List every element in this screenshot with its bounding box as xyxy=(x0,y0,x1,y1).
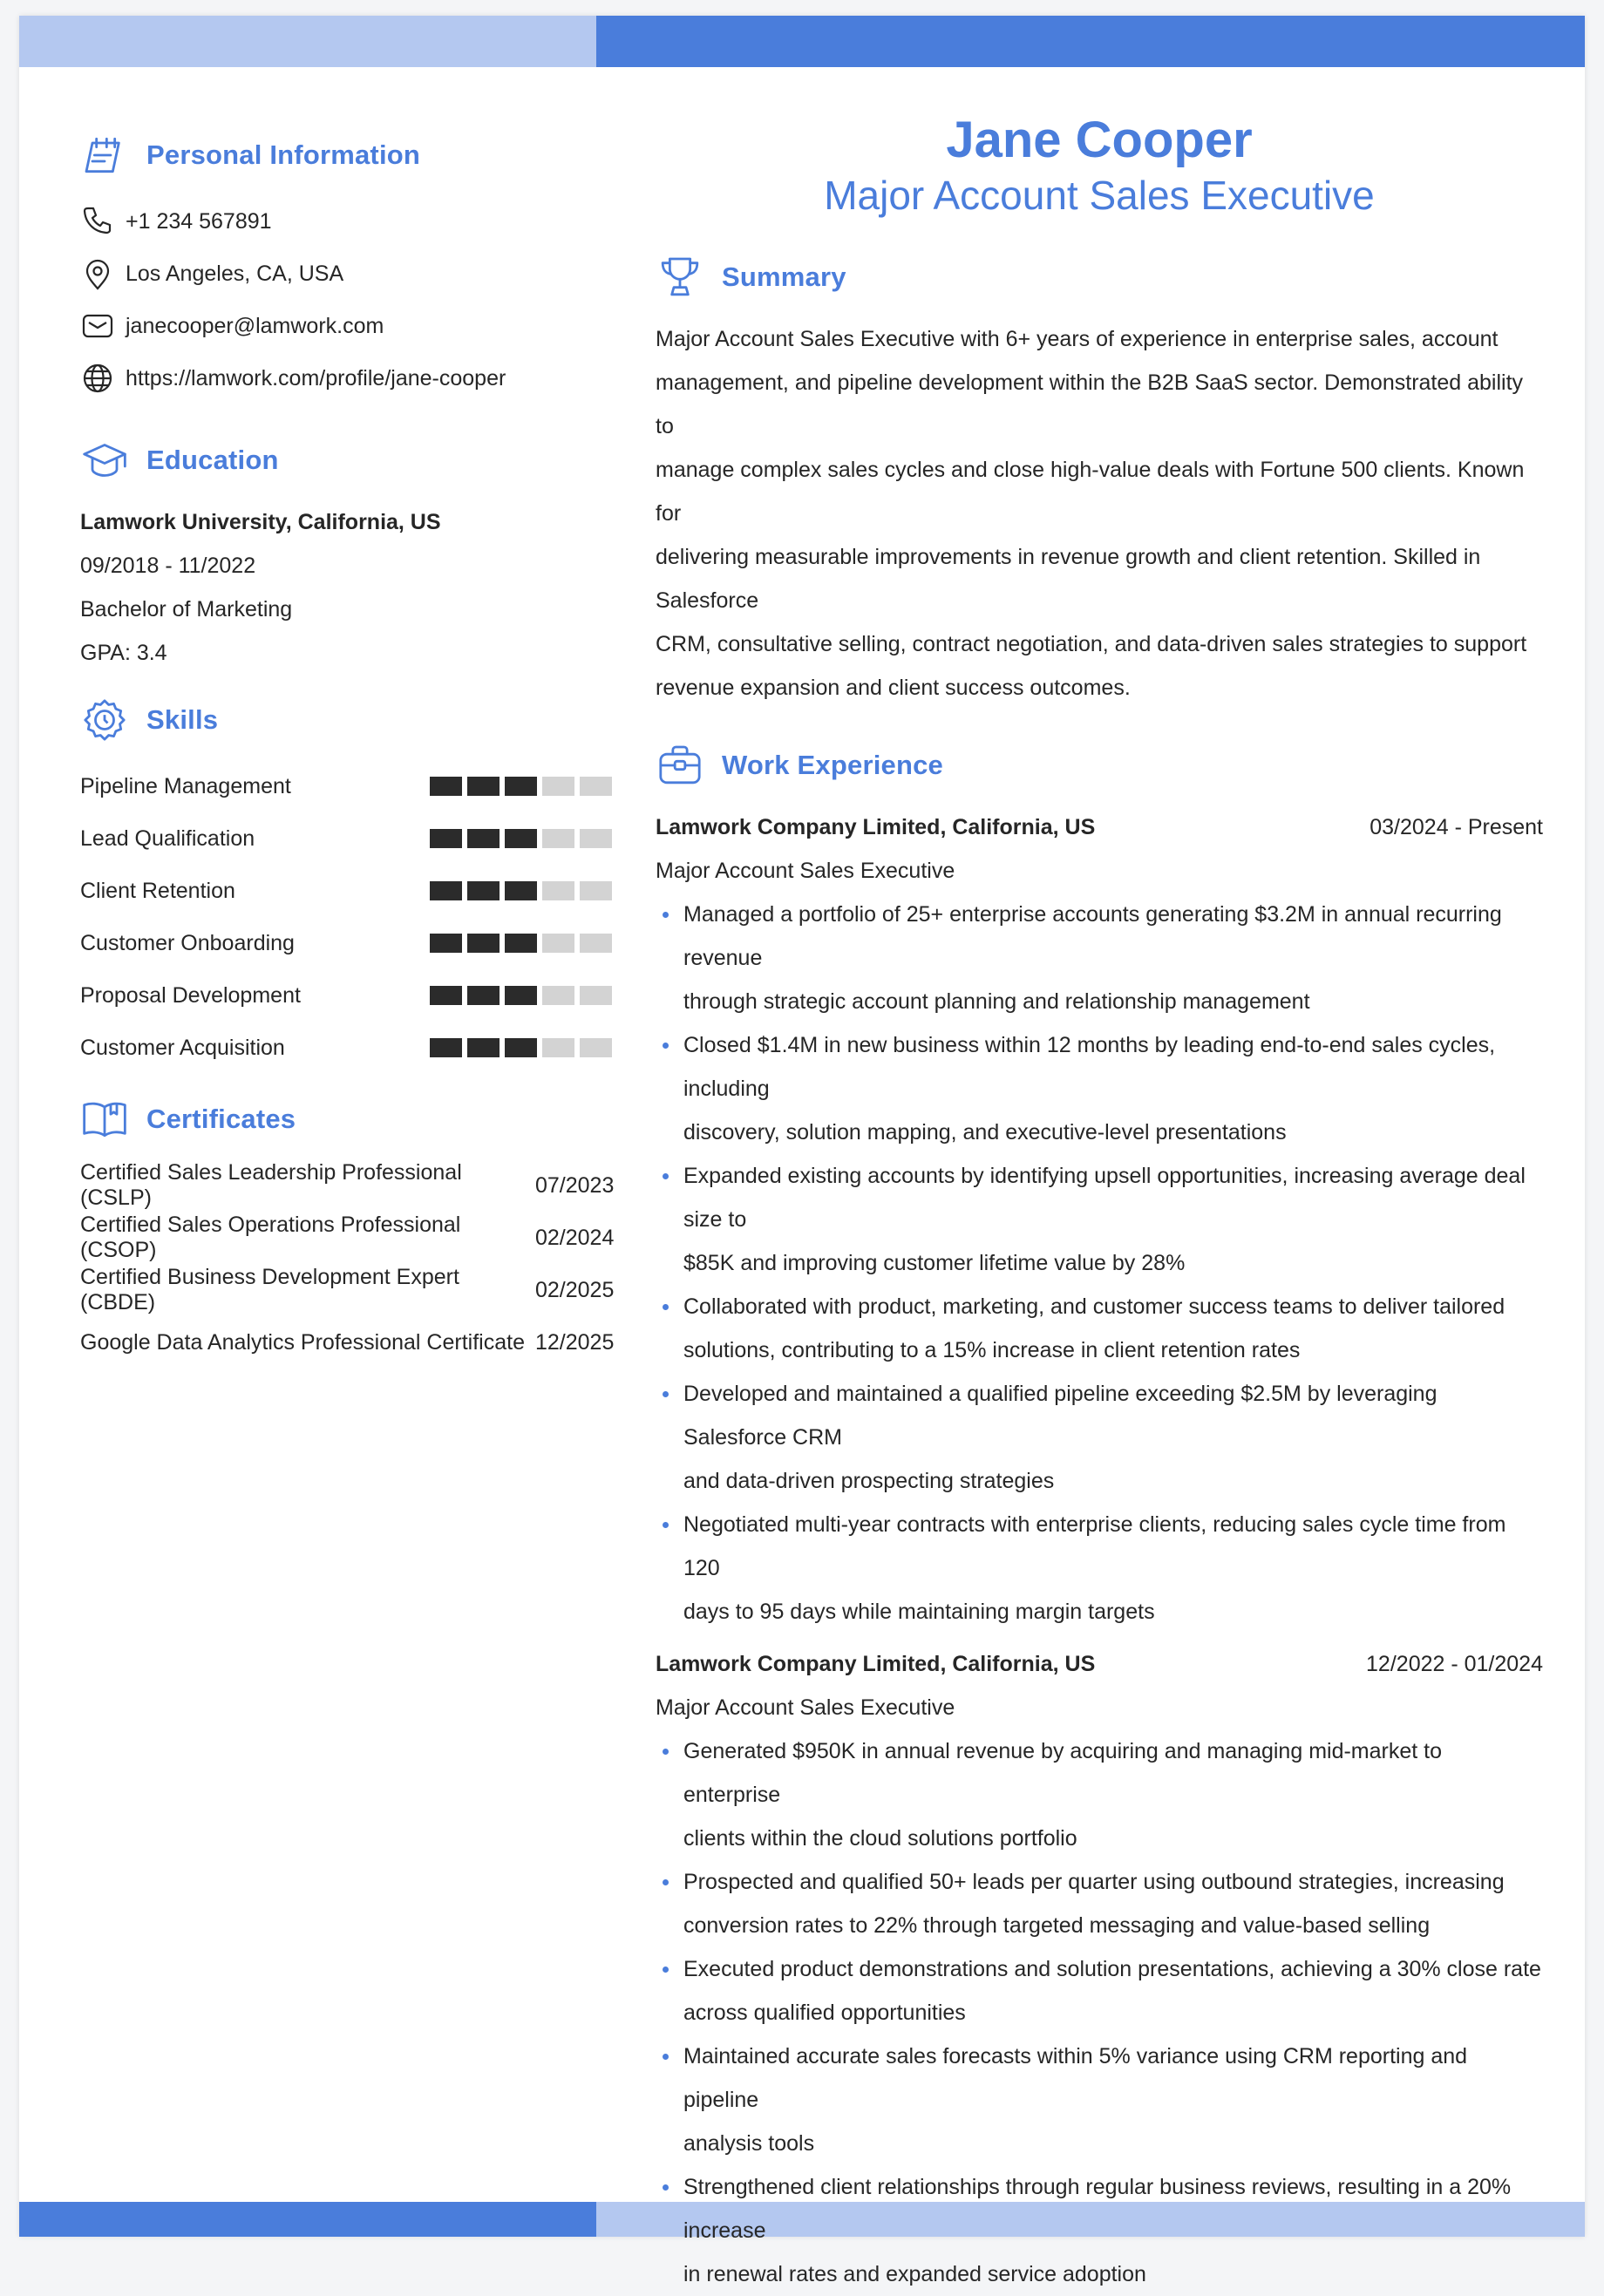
job-role: Major Account Sales Executive xyxy=(656,859,955,883)
skills-list xyxy=(80,760,614,1074)
website-text[interactable]: https://lamwork.com/profile/jane-cooper xyxy=(126,365,506,391)
job-header xyxy=(656,805,1543,849)
certificate-row xyxy=(80,1212,614,1264)
contact-website xyxy=(80,352,614,404)
education-degree: Bachelor of Marketing xyxy=(80,597,293,622)
personal-info-icon xyxy=(80,129,133,181)
left-column xyxy=(80,129,614,1369)
skill-level-filled xyxy=(505,829,537,848)
resume-page xyxy=(19,16,1585,2286)
job-bullet-line: Developed and maintained a qualified pipeline exceeding $2.5M by leveraging Salesforce CRM xyxy=(683,1382,1437,1450)
job-bullet xyxy=(656,1023,1543,1154)
skill-name: Customer Onboarding xyxy=(80,930,295,955)
education-school: Lamwork University, California, US xyxy=(80,510,441,534)
summary-line: management, and pipeline development within the B2B SaaS sector. Demonstrated ability to xyxy=(656,370,1524,438)
skill-level-filled xyxy=(430,881,462,900)
job-role: Major Account Sales Executive xyxy=(656,1695,955,1720)
skill-level-empty xyxy=(580,881,612,900)
skill-name: Customer Acquisition xyxy=(80,1035,285,1060)
summary-header xyxy=(656,251,1543,303)
summary-line: delivering measurable improvements in revenue growth and client retention. Skilled in Salesforce xyxy=(656,545,1481,613)
job-bullet-line: clients within the cloud solutions portfolio xyxy=(683,1826,1077,1851)
job-bullet-line: Expanded existing accounts by identifying upsell opportunities, increasing average deal size to xyxy=(683,1164,1526,1232)
certificates-header xyxy=(80,1093,614,1145)
certificate-name: Certified Sales Leadership Professional (CSLP) xyxy=(80,1160,462,1210)
skill-level-filled xyxy=(505,986,537,1005)
job-bullet xyxy=(656,2034,1543,2165)
summary-line: revenue expansion and client success outcomes. xyxy=(656,676,1131,700)
job-bullet-line: Managed a portfolio of 25+ enterprise accounts generating $3.2M in annual recurring revenue xyxy=(683,902,1502,970)
email-icon xyxy=(80,309,126,343)
summary-title: Summary xyxy=(722,262,846,292)
certificate-date: 07/2023 xyxy=(535,1172,615,1198)
skill-level-empty xyxy=(580,829,612,848)
location-pin-icon xyxy=(80,256,126,291)
job-entry xyxy=(656,805,1543,1634)
skill-level-empty xyxy=(542,777,574,796)
certificate-name: Google Data Analytics Professional Certificate xyxy=(80,1329,525,1355)
skill-level-filled xyxy=(505,777,537,796)
skill-level-filled xyxy=(430,777,462,796)
experience-header xyxy=(656,739,1543,791)
skill-level-empty xyxy=(580,986,612,1005)
summary-line: Major Account Sales Executive with 6+ years of experience in enterprise sales, account xyxy=(656,327,1499,351)
job-bullet xyxy=(656,1372,1543,1503)
skill-level-empty xyxy=(542,1038,574,1057)
skill-row xyxy=(80,917,614,969)
job-dates: 12/2022 - 01/2024 xyxy=(1366,1652,1543,1676)
top-accent-bar-dark xyxy=(596,16,1585,67)
skill-level-empty xyxy=(542,986,574,1005)
skill-level-bars xyxy=(430,777,612,796)
education-title: Education xyxy=(146,445,279,475)
job-bullet-line: Executed product demonstrations and solution presentations, achieving a 30% close rate xyxy=(683,1957,1541,1981)
certificate-date: 02/2024 xyxy=(535,1225,615,1250)
skill-level-empty xyxy=(542,829,574,848)
skill-name: Proposal Development xyxy=(80,982,301,1008)
certificate-name: Certified Sales Operations Professional (CSOP) xyxy=(80,1213,461,1262)
skill-level-filled xyxy=(505,881,537,900)
globe-icon xyxy=(80,361,126,396)
contact-email xyxy=(80,300,614,352)
skill-name: Lead Qualification xyxy=(80,825,255,851)
candidate-name: Jane Cooper xyxy=(946,112,1253,168)
job-bullet xyxy=(656,1860,1543,1947)
skill-level-bars xyxy=(430,986,612,1005)
skill-row xyxy=(80,760,614,812)
certificate-date: 02/2025 xyxy=(535,1277,615,1302)
job-bullet-line: $85K and improving customer lifetime value by 28% xyxy=(683,1251,1186,1275)
certificates-list xyxy=(80,1159,614,1369)
personal-info-title: Personal Information xyxy=(146,139,421,170)
skill-level-empty xyxy=(580,777,612,796)
skill-level-filled xyxy=(430,1038,462,1057)
job-header xyxy=(656,1642,1543,1686)
job-bullet-line: Collaborated with product, marketing, and customer success teams to deliver tailored xyxy=(683,1294,1505,1319)
job-company: Lamwork Company Limited, California, US xyxy=(656,1652,1096,1676)
job-bullet-line: Closed $1.4M in new business within 12 months by leading end-to-end sales cycles, including xyxy=(683,1033,1496,1101)
job-company: Lamwork Company Limited, California, US xyxy=(656,815,1096,839)
job-bullet xyxy=(656,2165,1543,2296)
skill-level-filled xyxy=(467,934,500,953)
job-bullet-line: Prospected and qualified 50+ leads per quarter using outbound strategies, increasing xyxy=(683,1870,1505,1894)
skill-level-filled xyxy=(467,829,500,848)
education-dates: 09/2018 - 11/2022 xyxy=(80,554,256,578)
job-bullet xyxy=(656,1285,1543,1372)
experience-list xyxy=(656,805,1543,2296)
skill-level-filled xyxy=(467,986,500,1005)
certificate-row xyxy=(80,1264,614,1316)
skills-title: Skills xyxy=(146,704,219,735)
skill-level-filled xyxy=(430,986,462,1005)
skill-level-empty xyxy=(542,881,574,900)
certificate-row xyxy=(80,1316,614,1369)
job-bullet xyxy=(656,1947,1543,2034)
skill-level-filled xyxy=(467,1038,500,1057)
phone-icon xyxy=(80,204,126,239)
job-bullet-line: through strategic account planning and relationship management xyxy=(683,989,1310,1014)
summary-line: manage complex sales cycles and close high-value deals with Fortune 500 clients. Known for xyxy=(656,458,1525,526)
skill-name: Pipeline Management xyxy=(80,773,291,798)
certificate-date: 12/2025 xyxy=(535,1329,615,1355)
contact-location xyxy=(80,248,614,300)
skill-level-filled xyxy=(467,777,500,796)
graduation-cap-icon xyxy=(80,434,133,486)
skill-level-bars xyxy=(430,829,612,848)
job-bullet xyxy=(656,1729,1543,1860)
experience-title: Work Experience xyxy=(722,750,943,780)
summary-paragraph xyxy=(656,317,1543,710)
skill-level-empty xyxy=(580,1038,612,1057)
job-bullets xyxy=(656,1729,1543,2296)
gear-icon xyxy=(80,694,133,746)
skill-level-filled xyxy=(430,934,462,953)
bottom-accent-bar-dark xyxy=(19,2202,596,2237)
location-text: Los Angeles, CA, USA xyxy=(126,261,344,286)
job-bullet-line: across qualified opportunities xyxy=(683,2001,966,2025)
phone-text[interactable]: +1 234 567891 xyxy=(126,208,272,234)
certificate-row xyxy=(80,1159,614,1212)
education-gpa: GPA: 3.4 xyxy=(80,641,167,665)
job-bullet xyxy=(656,893,1543,1023)
contact-phone xyxy=(80,195,614,248)
skill-name: Client Retention xyxy=(80,878,235,903)
skill-level-empty xyxy=(580,934,612,953)
skill-row xyxy=(80,812,614,865)
briefcase-icon xyxy=(656,739,708,791)
certificate-name: Certified Business Development Expert (CBDE) xyxy=(80,1265,459,1314)
skill-row xyxy=(80,969,614,1022)
job-bullet-line: solutions, contributing to a 15% increase in client retention rates xyxy=(683,1338,1301,1362)
job-bullet-line: Maintained accurate sales forecasts within 5% variance using CRM reporting and pipeline xyxy=(683,2044,1468,2112)
education-header xyxy=(80,434,614,486)
job-bullet-line: Negotiated multi-year contracts with enterprise clients, reducing sales cycle time from 120 xyxy=(683,1512,1506,1580)
job-bullet-line: discovery, solution mapping, and executive-level presentations xyxy=(683,1120,1287,1145)
skill-row xyxy=(80,1022,614,1074)
summary-line: CRM, consultative selling, contract negotiation, and data-driven sales strategies to support xyxy=(656,632,1527,656)
job-bullet-line: days to 95 days while maintaining margin targets xyxy=(683,1600,1155,1624)
job-bullet-line: conversion rates to 22% through targeted messaging and value-based selling xyxy=(683,1913,1431,1938)
job-bullet xyxy=(656,1154,1543,1285)
job-bullet-line: in renewal rates and expanded service adoption xyxy=(683,2262,1146,2286)
skill-level-bars xyxy=(430,1038,612,1057)
skill-level-filled xyxy=(505,934,537,953)
skill-level-filled xyxy=(467,881,500,900)
open-book-icon xyxy=(80,1093,133,1145)
job-dates: 03/2024 - Present xyxy=(1370,815,1543,839)
job-bullet xyxy=(656,1503,1543,1634)
job-bullet-line: Generated $950K in annual revenue by acquiring and managing mid-market to enterprise xyxy=(683,1739,1442,1807)
email-text[interactable]: janecooper@lamwork.com xyxy=(126,313,384,338)
top-accent-bar-light xyxy=(19,16,596,67)
skill-level-filled xyxy=(505,1038,537,1057)
skill-level-empty xyxy=(542,934,574,953)
skill-level-bars xyxy=(430,934,612,953)
skill-level-filled xyxy=(430,829,462,848)
job-bullet-line: and data-driven prospecting strategies xyxy=(683,1469,1055,1493)
trophy-icon xyxy=(656,251,708,303)
job-bullets xyxy=(656,893,1543,1634)
right-column xyxy=(656,112,1543,2296)
candidate-title: Major Account Sales Executive xyxy=(824,173,1375,218)
personal-info-header xyxy=(80,129,614,181)
skill-level-bars xyxy=(430,881,612,900)
job-bullet-line: Strengthened client relationships through regular business reviews, resulting in a 20% increase xyxy=(683,2175,1512,2243)
skill-row xyxy=(80,865,614,917)
job-bullet-line: analysis tools xyxy=(683,2131,815,2156)
certificates-title: Certificates xyxy=(146,1104,296,1134)
skills-header xyxy=(80,694,614,746)
job-entry xyxy=(656,1642,1543,2296)
